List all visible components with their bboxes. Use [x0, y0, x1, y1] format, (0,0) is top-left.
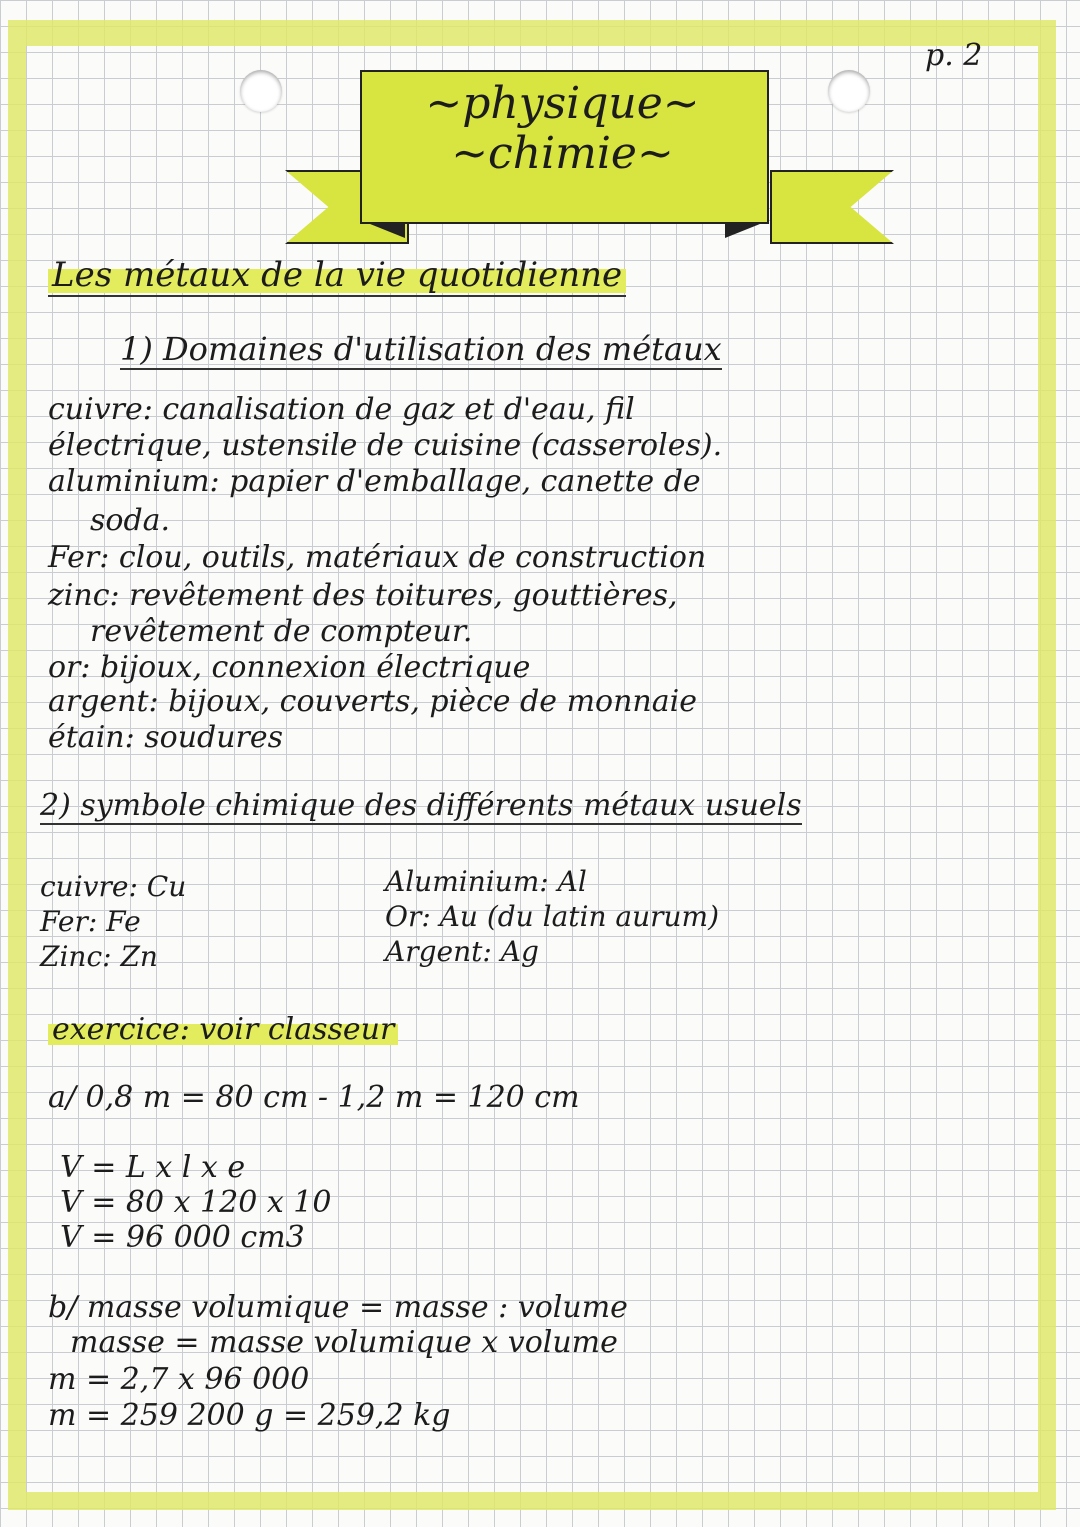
ex-line-b: b/ masse volumique = masse : volume: [48, 1290, 628, 1325]
s1-line-1: cuivre: canalisation de gaz et d'eau, fil: [48, 392, 635, 427]
ex-line-volume-result: V = 96 000 cm3: [60, 1220, 305, 1255]
symbol-iron: Fer: Fe: [40, 905, 141, 938]
s1-line-2: électrique, ustensile de cuisine (casseroles).: [48, 428, 723, 463]
banner-tail-right: [770, 170, 894, 244]
banner-line-1: ~physique~: [425, 78, 700, 129]
punch-hole-left: [240, 70, 282, 112]
ex-line-mass-calc: m = 2,7 x 96 000: [48, 1362, 310, 1397]
s1-line-10: étain: soudures: [48, 720, 284, 755]
banner-line-2: ~chimie~: [451, 128, 674, 179]
s1-line-7: revêtement de compteur.: [90, 614, 473, 649]
title-banner: [285, 60, 890, 230]
page-title: Les métaux de la vie quotidienne: [48, 255, 626, 295]
section2-heading: 2) symbole chimique des différents métaux usuels: [40, 788, 802, 823]
ex-line-mass-result: m = 259 200 g = 259,2 kg: [48, 1398, 451, 1433]
s1-line-6: zinc: revêtement des toitures, gouttières,: [48, 578, 678, 613]
page-number: p. 2: [925, 38, 983, 73]
symbol-aluminium: Aluminium: Al: [385, 865, 587, 898]
exercise-heading: exercice: voir classeur: [48, 1012, 398, 1047]
s1-line-5: Fer: clou, outils, matériaux de construction: [48, 540, 707, 575]
ex-line-volume-calc: V = 80 x 120 x 10: [60, 1185, 332, 1220]
symbol-zinc: Zinc: Zn: [40, 940, 158, 973]
s1-line-9: argent: bijoux, couverts, pièce de monnaie: [48, 684, 697, 719]
s1-line-8: or: bijoux, connexion électrique: [48, 650, 531, 685]
highlight-border: [8, 20, 1056, 1510]
symbol-copper: cuivre: Cu: [40, 870, 187, 903]
s1-line-4: soda.: [90, 503, 171, 538]
s1-line-3: aluminium: papier d'emballage, canette de: [48, 464, 701, 499]
section1-heading: 1) Domaines d'utilisation des métaux: [120, 330, 722, 368]
ex-line-volume-formula: V = L x l x e: [60, 1150, 246, 1185]
ex-line-mass-formula: masse = masse volumique x volume: [70, 1325, 618, 1360]
symbol-gold: Or: Au (du latin aurum): [385, 900, 720, 933]
ex-line-a: a/ 0,8 m = 80 cm - 1,2 m = 120 cm: [48, 1080, 580, 1115]
symbol-silver: Argent: Ag: [385, 935, 539, 968]
